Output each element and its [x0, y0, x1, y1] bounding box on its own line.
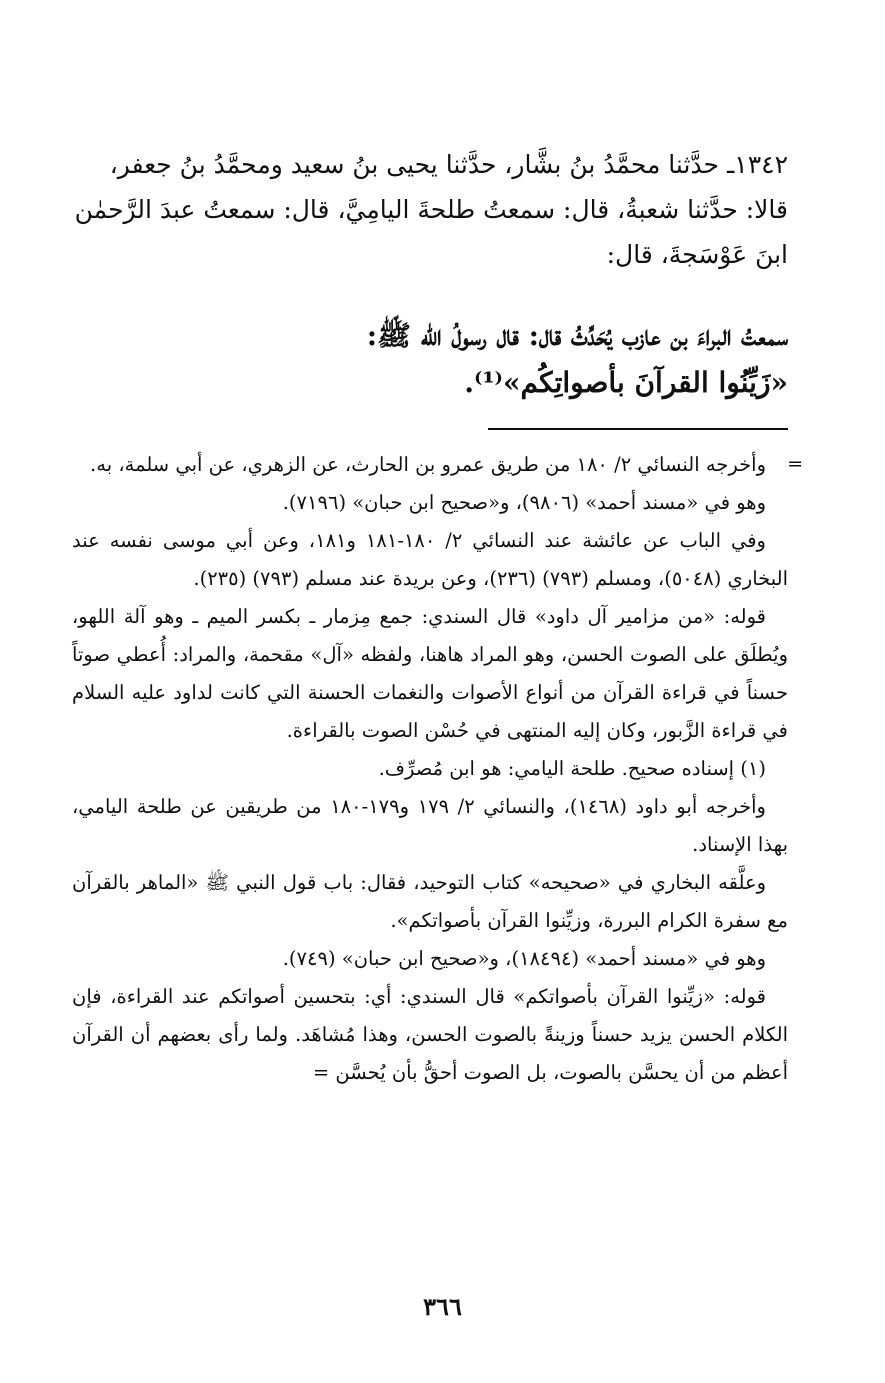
matn-line: «زَيِّنُوا القرآنَ بأصواتِكُم»⁽¹⁾.	[464, 366, 788, 399]
isnad-line: ابنَ عَوْسَجةَ، قال:	[606, 240, 788, 269]
footnote-paragraph: وفي الباب عن عائشة عند النسائي ٢/ ١٨٠-١٨١ و١٨١، وعن أبي موسى نفسه عند البخاري (٥٠٤٨)، ومسلم (٧٩٣) (٢٣٦)، وعن بريدة عند مسلم (٧٩٣) (٢٣٥).	[72, 529, 788, 590]
matn-line: سمعتُ البراءَ بن عازب يُحَدِّثُ قال: قال رسولُ الله ﷺ:	[366, 319, 788, 352]
footnotes	[72, 446, 788, 1092]
footnote-paragraph: وهو في «مسند أحمد» (٩٨٠٦)، و«صحيح ابن حبان» (٧١٩٦).	[282, 491, 766, 514]
isnad-line: ١٣٤٢ـ حدَّثنا محمَّدُ بنُ بشَّار، حدَّثنا يحيى بنُ سعيد ومحمَّدُ بنُ جعفر،	[109, 150, 788, 179]
isnad-line: قالا: حدَّثنا شعبةُ، قال: سمعتُ طلحةَ اليامِيَّ، قال: سمعتُ عبدَ الرَّحمٰن	[74, 195, 788, 224]
footnote-paragraph: وهو في «مسند أحمد» (١٨٤٩٤)، و«صحيح ابن حبان» (٧٤٩).	[282, 947, 766, 970]
footnote-paragraph: قوله: «من مزامير آل داود» قال السندي: جمع مِزمار ـ بكسر الميم ـ وهو آلة اللهو، ويُطلَق على الصوت الحسن، وهو المراد هاهنا، ولفظه «آل» مقحمة، والمراد: أُعطي صوتاً حسناً في قراءة القرآن من أنواع الأصوات والنغمات الحسنة التي كانت لداود عليه السلام في قراءة الزَّبور، وكان إليه المنتهى في حُسْن الصوت بالقراءة.	[72, 605, 788, 742]
hadith-matn-text	[72, 312, 788, 406]
footnote-paragraph: (١) إسناده صحيح. طلحة اليامي: هو ابن مُصرِّف.	[378, 757, 766, 780]
footnote-paragraph: قوله: «زيِّنوا القرآن بأصواتكم» قال السندي: أي: بتحسين أصواتكم عند القراءة، فإن الكلام الحسن يزيد حسناً وزينةً بالصوت الحسن، وهذا مُشاهَد. ولما رأى بعضهم أن القرآن أعظم من أن يحسَّن بالصوت، بل الصوت أحقُّ بأن يُحسَّن =	[72, 985, 788, 1084]
page-number: ٣٦٦	[423, 1292, 462, 1321]
footnote-paragraph: وأخرجه أبو داود (١٤٦٨)، والنسائي ٢/ ١٧٩ و١٧٩-١٨٠ من طريقين عن طلحة اليامي، بهذا الإسناد.	[72, 795, 788, 856]
hadith-isnad-text	[72, 142, 788, 277]
footnote-paragraph: وعلَّقه البخاري في «صحيحه» كتاب التوحيد، فقال: باب قول النبي ﷺ «الماهر بالقرآن مع سفرة الكرام البررة، وزيِّنوا القرآن بأصواتكم».	[72, 871, 788, 932]
continuation-mark: =	[787, 453, 803, 475]
footnote-separator	[488, 428, 788, 430]
footnote-paragraph: وأخرجه النسائي ٢/ ١٨٠ من طريق عمرو بن الحارث، عن الزهري، عن أبي سلمة، به.	[90, 453, 766, 476]
